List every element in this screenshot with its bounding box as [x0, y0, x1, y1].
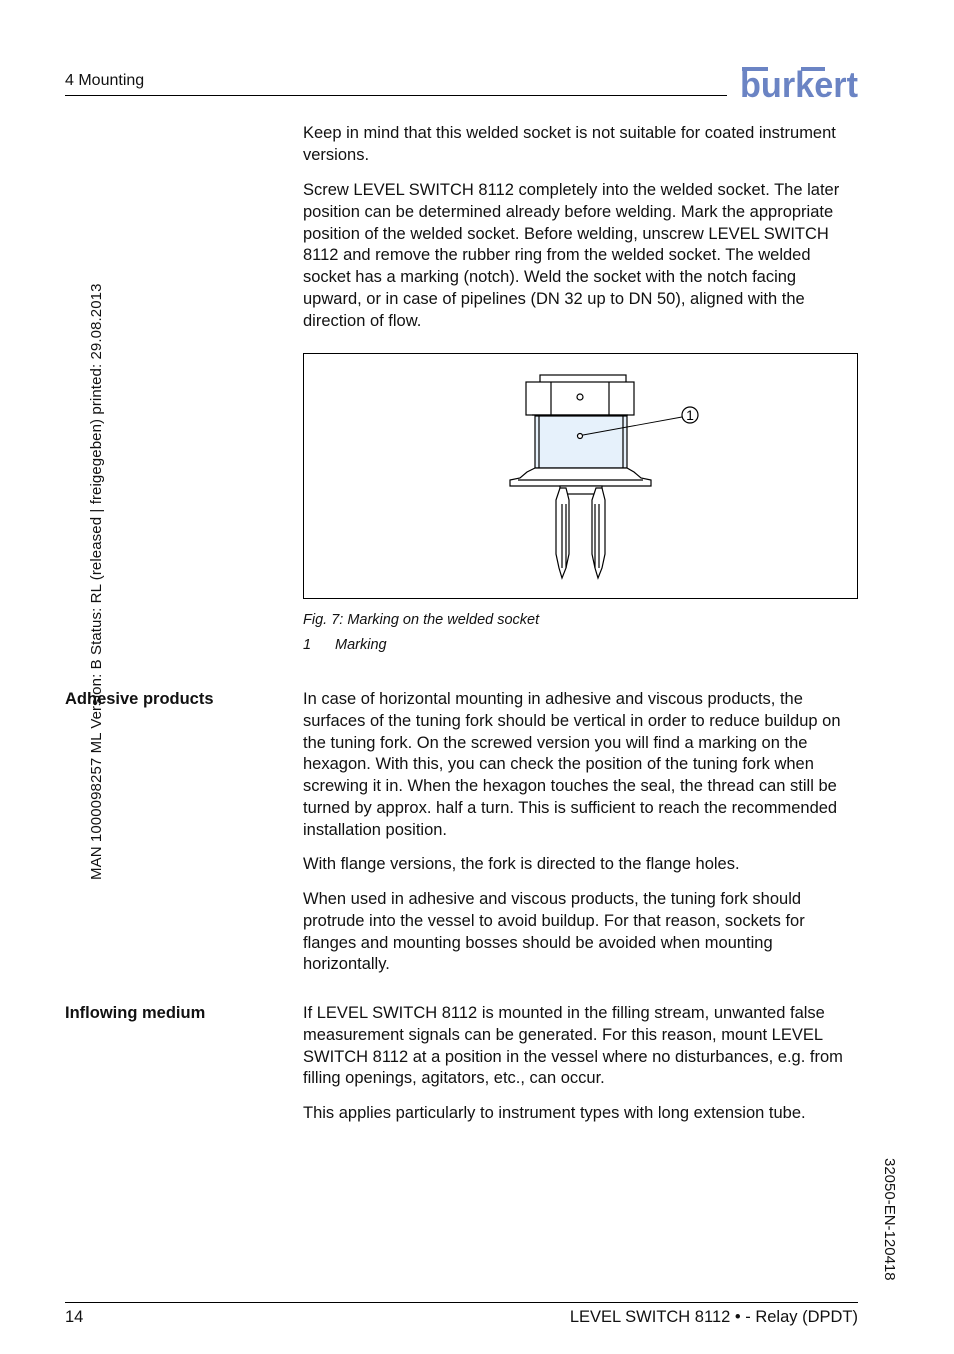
- adhesive-paragraph-1: In case of horizontal mounting in adhesive and viscous products, the surfaces of the tuning fork should be vertical in order to reduce buildup on the tuning fork. On the screwed version you will find a marking on the hexagon. With this, you can check the position of the tuning fork when screwing it in. When the hexagon touches the seal, the thread can still be turned by approx. half a turn. This is sufficient to reach the recommended installation position.: [303, 690, 841, 839]
- header-rule: [65, 95, 727, 96]
- hexagon-marking: [577, 394, 583, 400]
- figure-frame: [303, 353, 858, 599]
- burkert-logo-graphic: [740, 60, 858, 100]
- welded-socket: [535, 416, 627, 468]
- adhesive-paragraph-2: With flange versions, the fork is directed to the flange holes.: [303, 855, 740, 873]
- document-metadata: MAN 1000098257 ML Version: B Status: RL (released | freigegeben) printed: 29.08.2013: [88, 283, 105, 880]
- intro-paragraph-1: Keep in mind that this welded socket is not suitable for coated instrument versions.: [303, 124, 836, 164]
- heading-adhesive-products: Adhesive products: [65, 690, 214, 708]
- flange: [510, 468, 651, 486]
- level-switch-drawing: [304, 354, 857, 598]
- section-title: 4 Mounting: [65, 72, 145, 89]
- legend-number: 1: [303, 637, 312, 653]
- page-number: 14: [65, 1308, 84, 1326]
- brand-wordmark: burkert: [740, 64, 858, 100]
- socket-notch: [578, 434, 583, 439]
- footer-rule: [65, 1302, 858, 1303]
- footer-title: LEVEL SWITCH 8112 • - Relay (DPDT): [569, 1308, 858, 1326]
- legend-text: Marking: [335, 637, 387, 653]
- heading-inflowing-medium: Inflowing medium: [65, 1004, 206, 1022]
- inflowing-paragraph-2: This applies particularly to instrument types with long extension tube.: [303, 1104, 806, 1122]
- callout-number: 1: [686, 407, 694, 423]
- intro-paragraph-2: Screw LEVEL SWITCH 8112 completely into the welded socket. The later position can be determined already before welding. Mark the appropriate position of the welded socket. Before welding, unscrew LEVEL SWITCH 8112 and remove the rubber ring from the welded socket. The welded socket has a marking (notch). Weld the socket with the notch facing upward, or in case of pipelines (DN 32 up to DN 50), aligned with the direction of flow.: [303, 181, 840, 330]
- burkert-logo: [740, 60, 858, 100]
- figure-caption: Fig. 7: Marking on the welded socket: [303, 612, 540, 628]
- document-code: 32050-EN-120418: [881, 1158, 898, 1281]
- inflowing-paragraph-1: If LEVEL SWITCH 8112 is mounted in the filling stream, unwanted false measurement signals can be generated. For this reason, mount LEVEL SWITCH 8112 at a position in the vessel where no disturbances, e.g. from filling openings, agitators, etc., can occur.: [303, 1004, 843, 1088]
- adhesive-paragraph-3: When used in adhesive and viscous products, the tuning fork should protrude into the vessel to avoid buildup. For that reason, sockets for flanges and mounting bosses should be avoided when mounting horizontally.: [303, 890, 805, 974]
